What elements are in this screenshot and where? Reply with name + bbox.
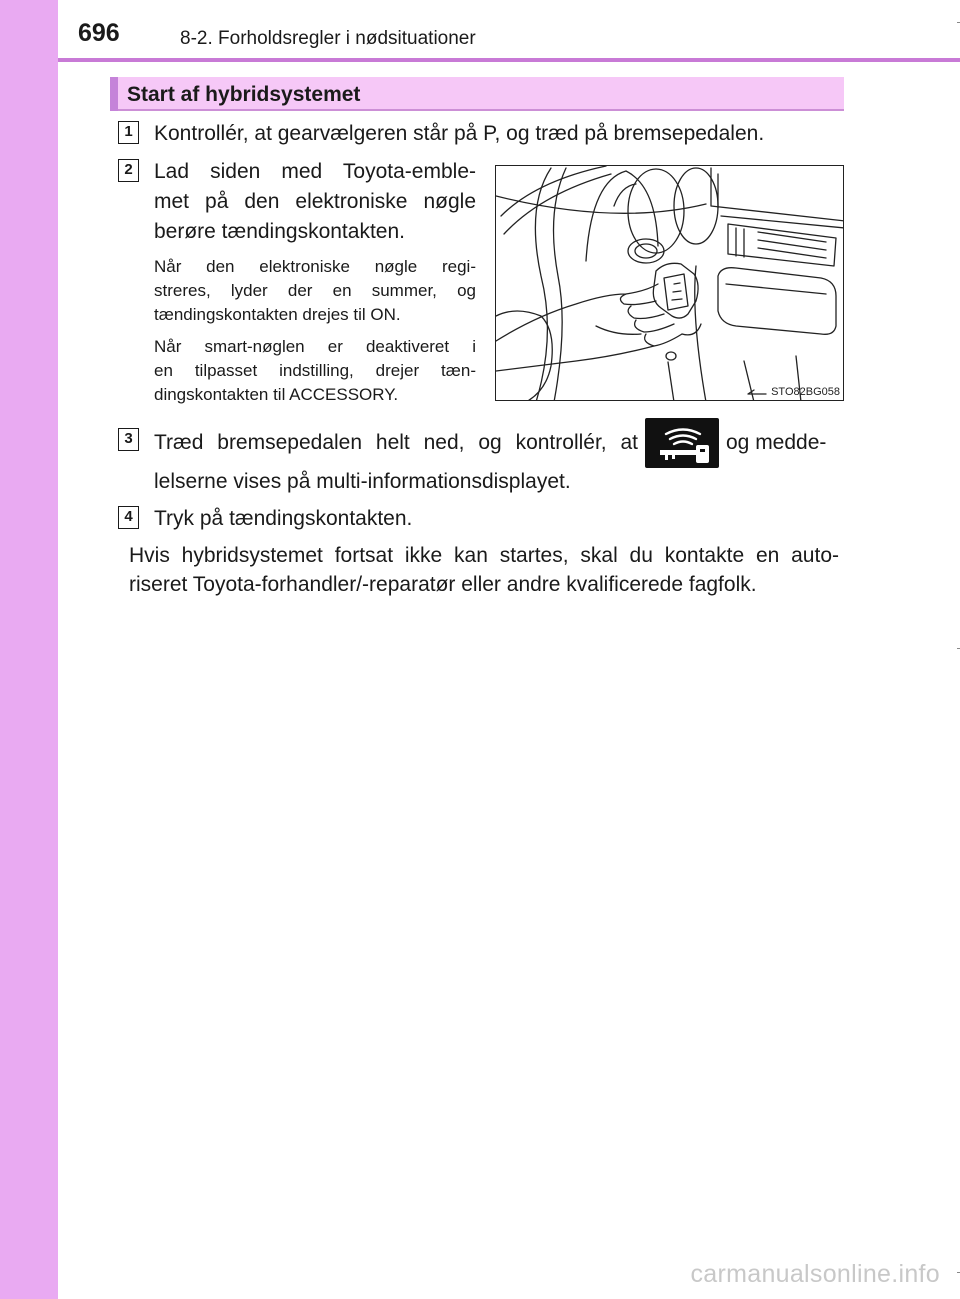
- illustration-drawing: [496, 166, 844, 401]
- section-accent-bar: [110, 77, 118, 111]
- step-2-note-2-line-3: dingskontakten til ACCESSORY.: [154, 385, 399, 404]
- key-wave-icon: [645, 418, 719, 468]
- step-3-line-1-before: Træd bremsepedalen helt ned, og kontrollér, at: [154, 431, 638, 454]
- step-1-badge: 1: [118, 121, 139, 144]
- section-title: Start af hybridsystemet: [127, 83, 361, 106]
- step-2-line-2: met på den elektroniske nøgle: [154, 190, 476, 213]
- chapter-title: 8-2. Forholdsregler i nødsituationer: [180, 28, 476, 49]
- step-1-text: Kontrollér, at gearvælgeren står på P, og træd på bremsepedalen.: [154, 122, 765, 145]
- closing-line-1: Hvis hybridsystemet fortsat ikke kan startes, skal du kontakte en auto-: [129, 544, 839, 567]
- step-2-note-1-line-3: tændingskontakten drejes til ON.: [154, 305, 401, 324]
- section-header: [110, 77, 844, 111]
- step-2-note-2-line-2: en tilpasset indstilling, drejer tæn-: [154, 361, 476, 380]
- step-3-badge: 3: [118, 428, 139, 451]
- step-2-note-1-line-1: Når den elektroniske nøgle regi-: [154, 257, 476, 276]
- step-4-text: Tryk på tændingskontakten.: [154, 507, 413, 530]
- key-touch-illustration: [495, 165, 844, 401]
- header-rule: [58, 58, 960, 62]
- step-3-line-2: lelserne vises på multi-informationsdisplayet.: [154, 470, 571, 493]
- step-4-badge: 4: [118, 506, 139, 529]
- step-2-note-2-line-1: Når smart-nøglen er deaktiveret i: [154, 337, 476, 356]
- watermark: carmanualsonline.info: [690, 1260, 940, 1288]
- side-tab: [0, 0, 58, 1299]
- step-2-note-1-line-2: streres, lyder der en summer, og: [154, 281, 476, 300]
- smart-key-indicator-icon: [645, 418, 719, 468]
- step-2-badge: 2: [118, 159, 139, 182]
- closing-line-2: riseret Toyota-forhandler/-reparatør eller andre kvalificerede fagfolk.: [129, 573, 757, 596]
- step-2-line-3: berøre tændingskontakten.: [154, 220, 405, 243]
- step-3-line-1-after: og medde-: [726, 431, 827, 454]
- figure-code: STO82BG058: [771, 386, 840, 398]
- page-number: 696: [78, 19, 120, 47]
- step-2-line-1: Lad siden med Toyota-emble-: [154, 160, 476, 183]
